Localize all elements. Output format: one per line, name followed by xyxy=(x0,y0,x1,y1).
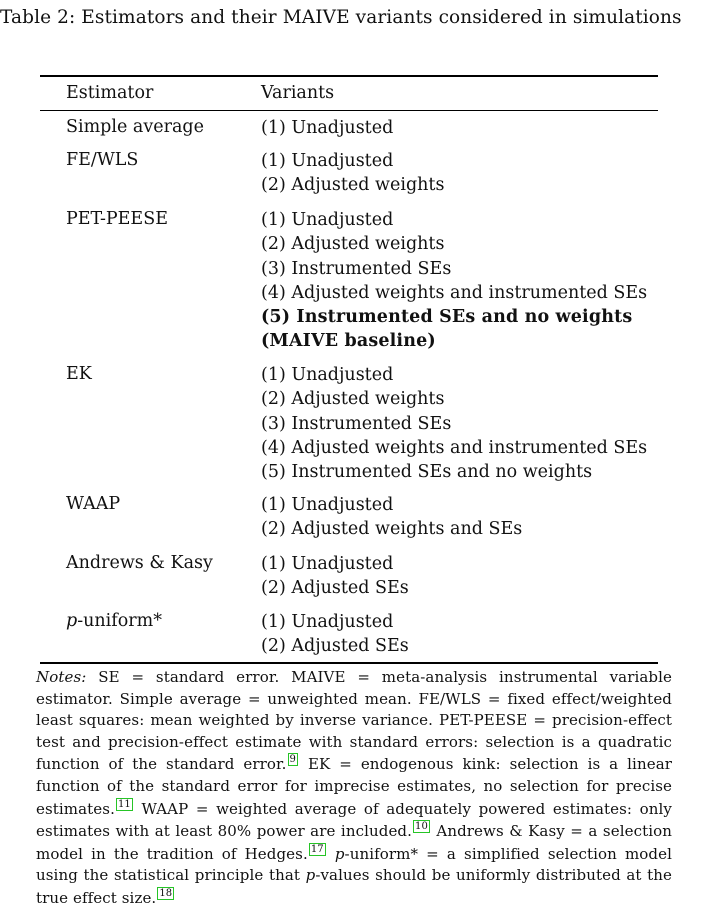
variant-item: (1) Unadjusted xyxy=(261,495,394,515)
notes-text-4: Andrews & Kasy = a selection model in the tradition of Hedges. xyxy=(36,822,672,863)
notes-text-6: -values should be uniformly distributed at the true effect size. xyxy=(36,866,673,907)
table-notes xyxy=(36,667,672,910)
estimator-andrews-kasy: Andrews & Kasy xyxy=(66,553,213,573)
variant-item: (2) Adjusted weights xyxy=(261,234,445,255)
notes-label: Notes: xyxy=(36,668,87,686)
notes-p-italic-2: p xyxy=(305,866,316,885)
variant-item: (2) Adjusted weights and SEs xyxy=(261,519,523,540)
variant-maive-baseline-line2: (MAIVE baseline) xyxy=(261,331,436,352)
notes-text-1: SE = standard error. MAIVE = meta-analysis instrumental variable estimator. Simple average = unweighted mean. FE/WLS = fixed effect/weighted least squares: mean weighted by inverse variance. PET-PEESE = precision-effect test and precision-effect estimate with standard errors: selection is a quadratic function of the standard error. xyxy=(36,668,672,774)
header-estimator: Estimator xyxy=(66,83,154,103)
estimator-p-uniform xyxy=(66,611,162,631)
variant-item: (2) Adjusted weights xyxy=(261,389,445,410)
variant-maive-baseline xyxy=(261,305,671,354)
notes-text-5: -uniform* = a simplified selection model using the statistical principle that xyxy=(36,844,672,885)
table-bottom-rule xyxy=(40,662,658,664)
notes-text-3: WAAP = weighted average of adequately powered estimates: only estimates with at least 80% power are included. xyxy=(36,799,672,841)
variant-item: (3) Instrumented SEs xyxy=(261,258,452,279)
variants-fe-wls xyxy=(261,149,671,198)
estimator-ek: EK xyxy=(66,364,92,384)
footnote-link-9[interactable]: 9 xyxy=(289,754,297,766)
header-variants: Variants xyxy=(261,83,335,103)
table-caption: Table 2: Estimators and their MAIVE variants considered in simulations xyxy=(0,7,682,28)
table-top-rule xyxy=(40,75,658,77)
estimator-p-uniform-rest: -uniform* xyxy=(77,611,162,631)
estimator-simple-average: Simple average xyxy=(66,117,204,137)
variants-andrews-kasy xyxy=(261,552,671,601)
notes-p-italic-1: p xyxy=(334,844,345,863)
variants-ek xyxy=(261,363,671,484)
estimator-pet-peese: PET-PEESE xyxy=(66,209,168,229)
variants-simple-average xyxy=(261,116,671,140)
footnote-link-10[interactable]: 10 xyxy=(415,821,428,833)
variant-item: (3) Instrumented SEs xyxy=(261,413,452,434)
variant-item: (1) Unadjusted xyxy=(261,118,394,138)
variant-item: (4) Adjusted weights and instrumented SEs xyxy=(261,282,648,303)
footnote-link-17[interactable]: 17 xyxy=(310,843,324,855)
variant-item: (1) Unadjusted xyxy=(261,365,394,385)
variant-item: (1) Unadjusted xyxy=(261,554,394,574)
variant-item: (1) Unadjusted xyxy=(261,210,394,230)
variant-item: (1) Unadjusted xyxy=(261,612,394,632)
variant-item: (5) Instrumented SEs and no weights xyxy=(261,462,593,483)
variants-p-uniform xyxy=(261,610,671,659)
variant-item: (1) Unadjusted xyxy=(261,151,394,171)
variant-maive-baseline-line1: (5) Instrumented SEs and no weights xyxy=(261,307,633,328)
estimator-fe-wls: FE/WLS xyxy=(66,150,139,170)
variant-item: (4) Adjusted weights and instrumented SEs xyxy=(261,437,648,458)
variants-waap xyxy=(261,493,671,542)
estimator-waap: WAAP xyxy=(66,494,121,514)
footnote-link-18[interactable]: 18 xyxy=(159,887,173,899)
footnote-link-11[interactable]: 11 xyxy=(117,798,131,810)
notes-text-2: EK = endogenous kink: selection is a linear function of the standard error for imprecise estimates, no selection for precise estimates. xyxy=(36,755,673,818)
variants-pet-peese xyxy=(261,208,671,354)
variant-item: (2) Adjusted SEs xyxy=(261,578,409,599)
variant-item: (2) Adjusted SEs xyxy=(261,636,409,657)
variant-item: (2) Adjusted weights xyxy=(261,175,445,196)
table-header-rule xyxy=(40,110,658,111)
estimator-p-italic: p xyxy=(66,611,78,631)
